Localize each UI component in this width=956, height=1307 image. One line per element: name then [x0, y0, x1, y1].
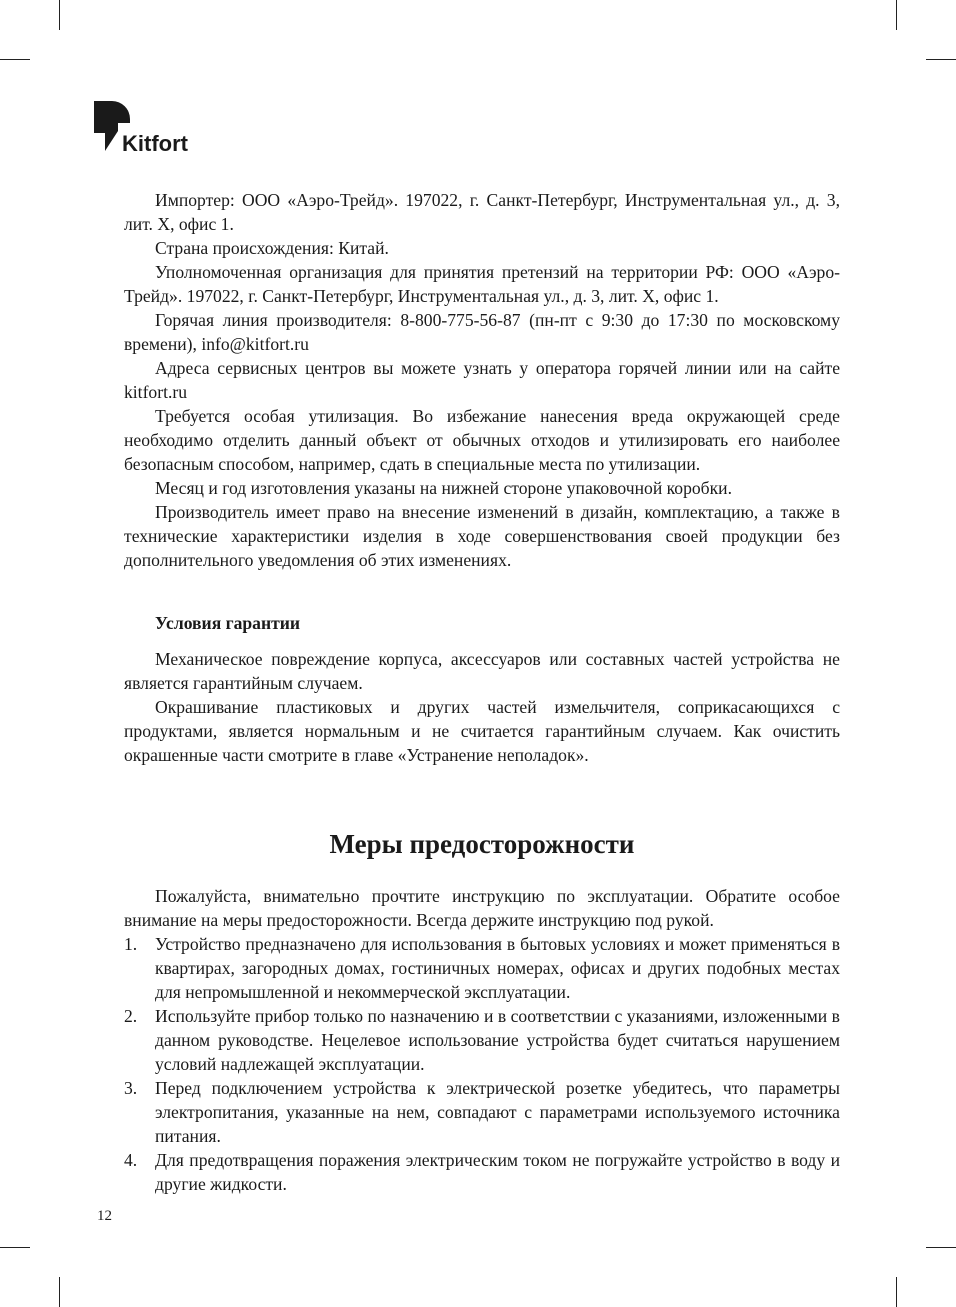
warranty-section	[124, 647, 840, 767]
info-paragraph-hotline: Горячая линия производителя: 8-800-775-56-87 (пн-пт с 9:30 до 17:30 по московскому времени), info@kitfort.ru	[124, 310, 840, 354]
crop-mark-top-left	[59, 0, 60, 30]
crop-mark-bottom-left	[59, 1277, 60, 1307]
info-paragraph-disposal: Требуется особая утилизация. Во избежание нанесения вреда окружающей среде необходимо отделить данный объект от обычных отходов и утилизировать его наиболее безопасным способом, например, сдать в специальные места по утилизации.	[124, 406, 840, 474]
list-item-text: Устройство предназначено для использования в бытовых условиях и может применяться в квартирах, загородных домах, гостиничных номерах, офисах и других подобных местах для непромышленной и некоммерческой эксплуатации.	[155, 934, 840, 1002]
crop-mark-bottom-right	[896, 1277, 897, 1307]
list-item	[124, 932, 840, 1004]
info-paragraph-service-centers: Адреса сервисных центров вы можете узнать у оператора горячей линии или на сайте kitfort.ru	[124, 358, 840, 402]
kitfort-logo-mark-icon	[94, 101, 204, 153]
warranty-title: Условия гарантии	[155, 613, 301, 633]
info-paragraph-origin: Страна происхождения: Китай.	[155, 238, 389, 258]
crop-mark-left-top	[0, 59, 30, 60]
list-item-text: Для предотвращения поражения электрическим током не погружайте устройство в воду и другие жидкости.	[155, 1150, 840, 1194]
info-paragraph-importer: Импортер: ООО «Аэро-Трейд». 197022, г. Санкт-Петербург, Инструментальная ул., д. 3, лит. Х, офис 1.	[124, 190, 840, 234]
page-number: 12	[97, 1208, 112, 1224]
list-item-number: 4.	[124, 1150, 138, 1170]
precautions-list	[124, 932, 840, 1196]
crop-mark-right-bottom	[926, 1247, 956, 1248]
info-paragraph-manufacturer-rights: Производитель имеет право на внесение изменений в дизайн, комплектацию, а также в технические характеристики изделия в ходе совершенствования своей продукции без дополнительного уведомления об этих изменениях.	[124, 502, 840, 570]
list-item-number: 2.	[124, 1006, 138, 1026]
precautions-intro: Пожалуйста, внимательно прочтите инструкцию по эксплуатации. Обратите особое внимание на меры предосторожности. Всегда держите инструкцию под рукой.	[124, 886, 840, 930]
info-paragraph-authorized-org: Уполномоченная организация для принятия претензий на территории РФ: ООО «Аэро-Трейд». 197022, г. Санкт-Петербург, Инструментальная ул., д. 3, лит. Х, офис 1.	[124, 262, 840, 306]
crop-mark-top-right	[896, 0, 897, 30]
warranty-paragraph-damage: Механическое повреждение корпуса, аксессуаров или составных частей устройства не является гарантийным случаем.	[124, 649, 840, 693]
list-item-text: Перед подключением устройства к электрической розетке убедитесь, что параметры электропитания, указанные на нем, совпадают с параметрами используемого источника питания.	[155, 1078, 840, 1146]
precautions-section	[124, 884, 840, 1196]
list-item-number: 1.	[124, 934, 138, 954]
crop-mark-left-bottom	[0, 1247, 30, 1248]
crop-mark-right-top	[926, 59, 956, 60]
list-item-text: Используйте прибор только по назначению и в соответствии с указаниями, изложенными в данном руководстве. Нецелевое использование устройства будет считаться нарушением условий надлежащей эксплуатации.	[155, 1006, 840, 1074]
list-item	[124, 1076, 840, 1148]
list-item	[124, 1004, 840, 1076]
list-item-number: 3.	[124, 1078, 138, 1098]
warranty-paragraph-staining: Окрашивание пластиковых и других частей измельчителя, соприкасающихся с продуктами, является нормальным и не считается гарантийным случаем. Как очистить окрашенные части смотрите в главе «Устранение неполадок».	[124, 697, 840, 765]
info-section	[124, 188, 840, 572]
info-paragraph-manufacture-date: Месяц и год изготовления указаны на нижней стороне упаковочной коробки.	[155, 478, 732, 498]
list-item	[124, 1148, 840, 1196]
precautions-title: Меры предосторожности	[329, 829, 635, 859]
kitfort-logo-wordmark: Kitfort	[122, 131, 188, 153]
kitfort-logo	[94, 101, 204, 153]
